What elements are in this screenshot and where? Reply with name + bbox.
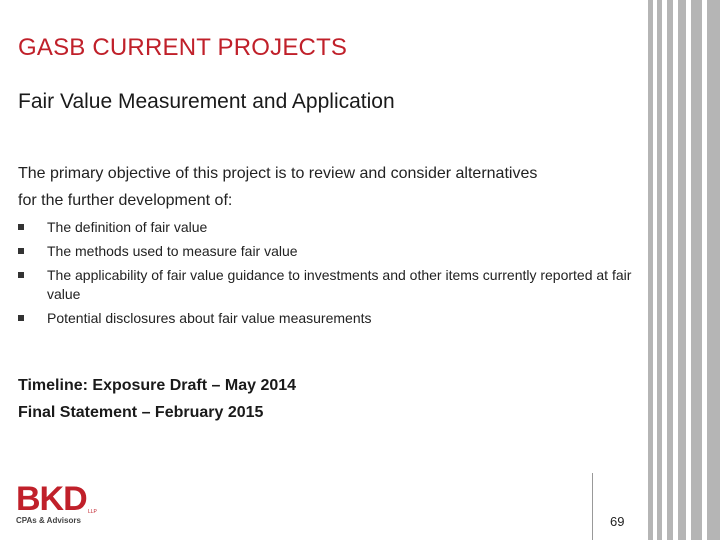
- intro-line-1: The primary objective of this project is to review and consider alternatives: [18, 165, 538, 182]
- bkd-logo: [16, 480, 106, 528]
- bullet-square-icon: [18, 248, 24, 254]
- bullet-item: [18, 218, 643, 237]
- timeline-exposure-draft: Timeline: Exposure Draft – May 2014: [18, 377, 297, 394]
- vertical-bar: [657, 0, 662, 540]
- page-number: 69: [610, 514, 625, 529]
- slide-subtitle: Fair Value Measurement and Application: [18, 90, 395, 113]
- bullet-item: [18, 266, 643, 304]
- bullet-list: [18, 218, 643, 333]
- page-number-divider: [592, 473, 593, 540]
- logo-wordmark: BKD: [16, 480, 87, 518]
- bullet-item: [18, 309, 643, 328]
- bullet-text: The applicability of fair value guidance to investments and other items currently reported at fair value: [47, 267, 632, 302]
- vertical-bar: [691, 0, 702, 540]
- decorative-vertical-bars: [645, 0, 720, 540]
- bullet-square-icon: [18, 272, 24, 278]
- bullet-square-icon: [18, 224, 24, 230]
- vertical-bar: [707, 0, 720, 540]
- logo-tagline: CPAs & Advisors: [16, 516, 81, 525]
- vertical-bar: [678, 0, 686, 540]
- bullet-text: The methods used to measure fair value: [47, 243, 298, 259]
- timeline-final-statement: Final Statement – February 2015: [18, 404, 264, 421]
- timeline-block: [18, 372, 296, 426]
- bullet-item: [18, 242, 643, 261]
- logo-llp: LLP: [88, 509, 97, 515]
- vertical-bar: [648, 0, 653, 540]
- slide-title: GASB CURRENT PROJECTS: [18, 34, 348, 61]
- intro-text: [18, 160, 638, 214]
- bullet-text: Potential disclosures about fair value measurements: [47, 310, 372, 326]
- bullet-square-icon: [18, 315, 24, 321]
- bullet-text: The definition of fair value: [47, 219, 208, 235]
- vertical-bar: [667, 0, 673, 540]
- intro-line-2: for the further development of:: [18, 192, 233, 209]
